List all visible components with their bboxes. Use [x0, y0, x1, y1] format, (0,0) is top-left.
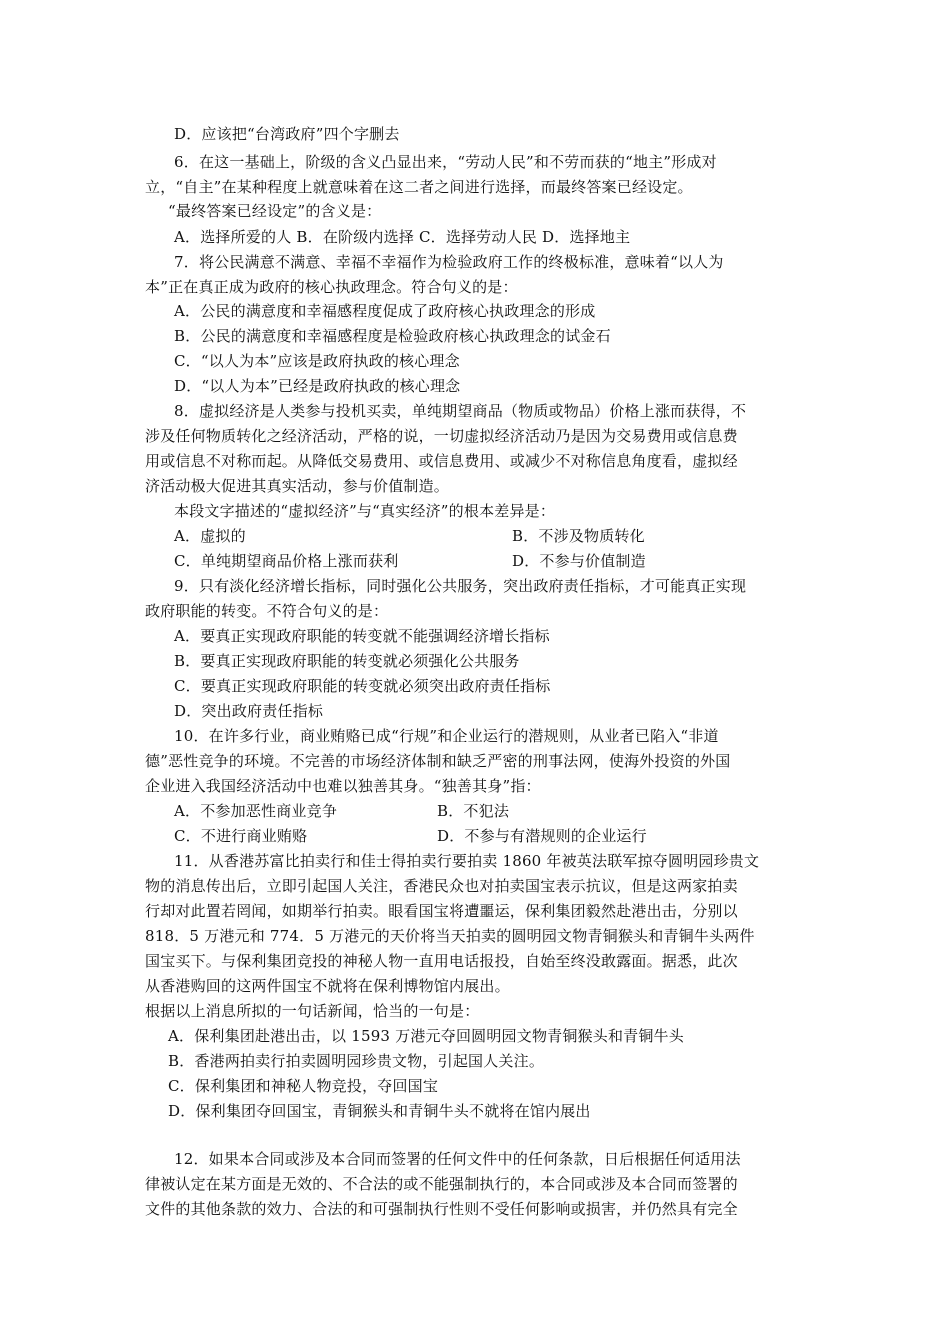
text-line: B．不涉及物质转化 — [512, 527, 645, 545]
text-line: 行却对此置若罔闻，如期举行拍卖。眼看国宝将遭噩运，保利集团毅然赴港出击，分别以 — [145, 902, 738, 920]
text-line: 国宝买下。与保利集团竞投的神秘人物一直用电话报投，自始至终没敢露面。据悉，此次 — [145, 952, 738, 970]
text-line: “最终答案已经设定”的含义是： — [168, 202, 382, 220]
text-line: 用或信息不对称而起。从降低交易费用、或信息费用、或减少不对称信息角度看，虚拟经 — [145, 452, 738, 470]
text-line: 本”正在真正成为政府的核心执政理念。符合句义的是： — [145, 278, 518, 296]
text-line: 6．在这一基础上，阶级的含义凸显出来，“劳动人民”和不劳而获的“地主”形成对 — [174, 153, 717, 171]
text-line: 7．将公民满意不满意、幸福不幸福作为检验政府工作的终极标准，意味着“以人为 — [174, 253, 724, 271]
text-line: B．香港两拍卖行拍卖圆明园珍贵文物，引起国人关注。 — [168, 1052, 545, 1070]
text-line: 本段文字描述的“虚拟经济”与“真实经济”的根本差异是： — [174, 502, 556, 520]
text-line: C．“以人为本”应该是政府执政的核心理念 — [174, 352, 460, 370]
text-line: 律被认定在某方面是无效的、不合法的或不能强制执行的，本合同或涉及本合同而签署的 — [145, 1175, 738, 1193]
text-line: B．不犯法 — [437, 802, 510, 820]
text-line: 10．在许多行业，商业贿赂已成“行规”和企业运行的潜规则，从业者已陷入“非道 — [174, 727, 719, 745]
text-line: A．公民的满意度和幸福感程度促成了政府核心执政理念的形成 — [174, 302, 596, 320]
text-line: 从香港购回的这两件国宝不就将在保利博物馆内展出。 — [145, 977, 510, 995]
text-line: D．保利集团夺回国宝，青铜猴头和青铜牛头不就将在馆内展出 — [168, 1102, 591, 1120]
text-line: D．不参与价值制造 — [512, 552, 646, 570]
text-line: 立，“自主”在某种程度上就意味着在这二者之间进行选择，而最终答案已经设定。 — [145, 178, 693, 196]
text-line: 12．如果本合同或涉及本合同而签署的任何文件中的任何条款，日后根据任何适用法 — [174, 1150, 741, 1168]
text-line: 818．5 万港元和 774．5 万港元的天价将当天拍卖的圆明园文物青铜猴头和青铜牛头两件 — [145, 927, 755, 945]
text-line: B．公民的满意度和幸福感程度是检验政府核心执政理念的试金石 — [174, 327, 611, 345]
text-line: 德”恶性竞争的环境。不完善的市场经济体制和缺乏严密的刑事法网，使海外投资的外国 — [145, 752, 731, 770]
text-line: 企业进入我国经济活动中也难以独善其身。“独善其身”指： — [145, 777, 541, 795]
text-line: A．虚拟的 — [174, 527, 246, 545]
text-line: 8．虚拟经济是人类参与投机买卖，单纯期望商品（物质或物品）价格上涨而获得，不 — [174, 402, 747, 420]
text-line: B．要真正实现政府职能的转变就必须强化公共服务 — [174, 652, 520, 670]
text-line: D．应该把“台湾政府”四个字删去 — [174, 125, 400, 143]
text-line: 政府职能的转变。不符合句义的是： — [145, 602, 389, 620]
text-line: C．单纯期望商品价格上涨而获利 — [174, 552, 399, 570]
text-line: C．保利集团和神秘人物竞投，夺回国宝 — [168, 1077, 439, 1095]
text-line: 根据以上消息所拟的一句话新闻，恰当的一句是： — [145, 1002, 480, 1020]
text-line: A．保利集团赴港出击，以 1593 万港元夺回圆明园文物青铜猴头和青铜牛头 — [168, 1027, 684, 1045]
text-line: A．要真正实现政府职能的转变就不能强调经济增长指标 — [174, 627, 550, 645]
text-line: 9．只有淡化经济增长指标，同时强化公共服务，突出政府责任指标，才可能真正实现 — [174, 577, 747, 595]
text-line: 文件的其他条款的效力、合法的和可强制执行性则不受任何影响或损害，并仍然具有完全 — [145, 1200, 738, 1218]
text-line: A．选择所爱的人 B．在阶级内选择 C．选择劳动人民 D．选择地主 — [174, 228, 631, 246]
text-line: 11．从香港苏富比拍卖行和佳士得拍卖行要拍卖 1860 年被英法联军掠夺圆明园珍贵文 — [174, 852, 760, 870]
text-line: A．不参加恶性商业竞争 — [174, 802, 338, 820]
text-line: C．不进行商业贿赂 — [174, 827, 308, 845]
text-line: D．“以人为本”已经是政府执政的核心理念 — [174, 377, 461, 395]
text-line: C．要真正实现政府职能的转变就必须突出政府责任指标 — [174, 677, 551, 695]
text-line: D．突出政府责任指标 — [174, 702, 324, 720]
text-line: 物的消息传出后，立即引起国人关注，香港民众也对拍卖国宝表示抗议，但是这两家拍卖 — [145, 877, 738, 895]
text-line: 涉及任何物质转化之经济活动，严格的说，一切虚拟经济活动乃是因为交易费用或信息费 — [145, 427, 738, 445]
text-line: 济活动极大促进其真实活动，参与价值制造。 — [145, 477, 450, 495]
text-line: D．不参与有潜规则的企业运行 — [437, 827, 647, 845]
